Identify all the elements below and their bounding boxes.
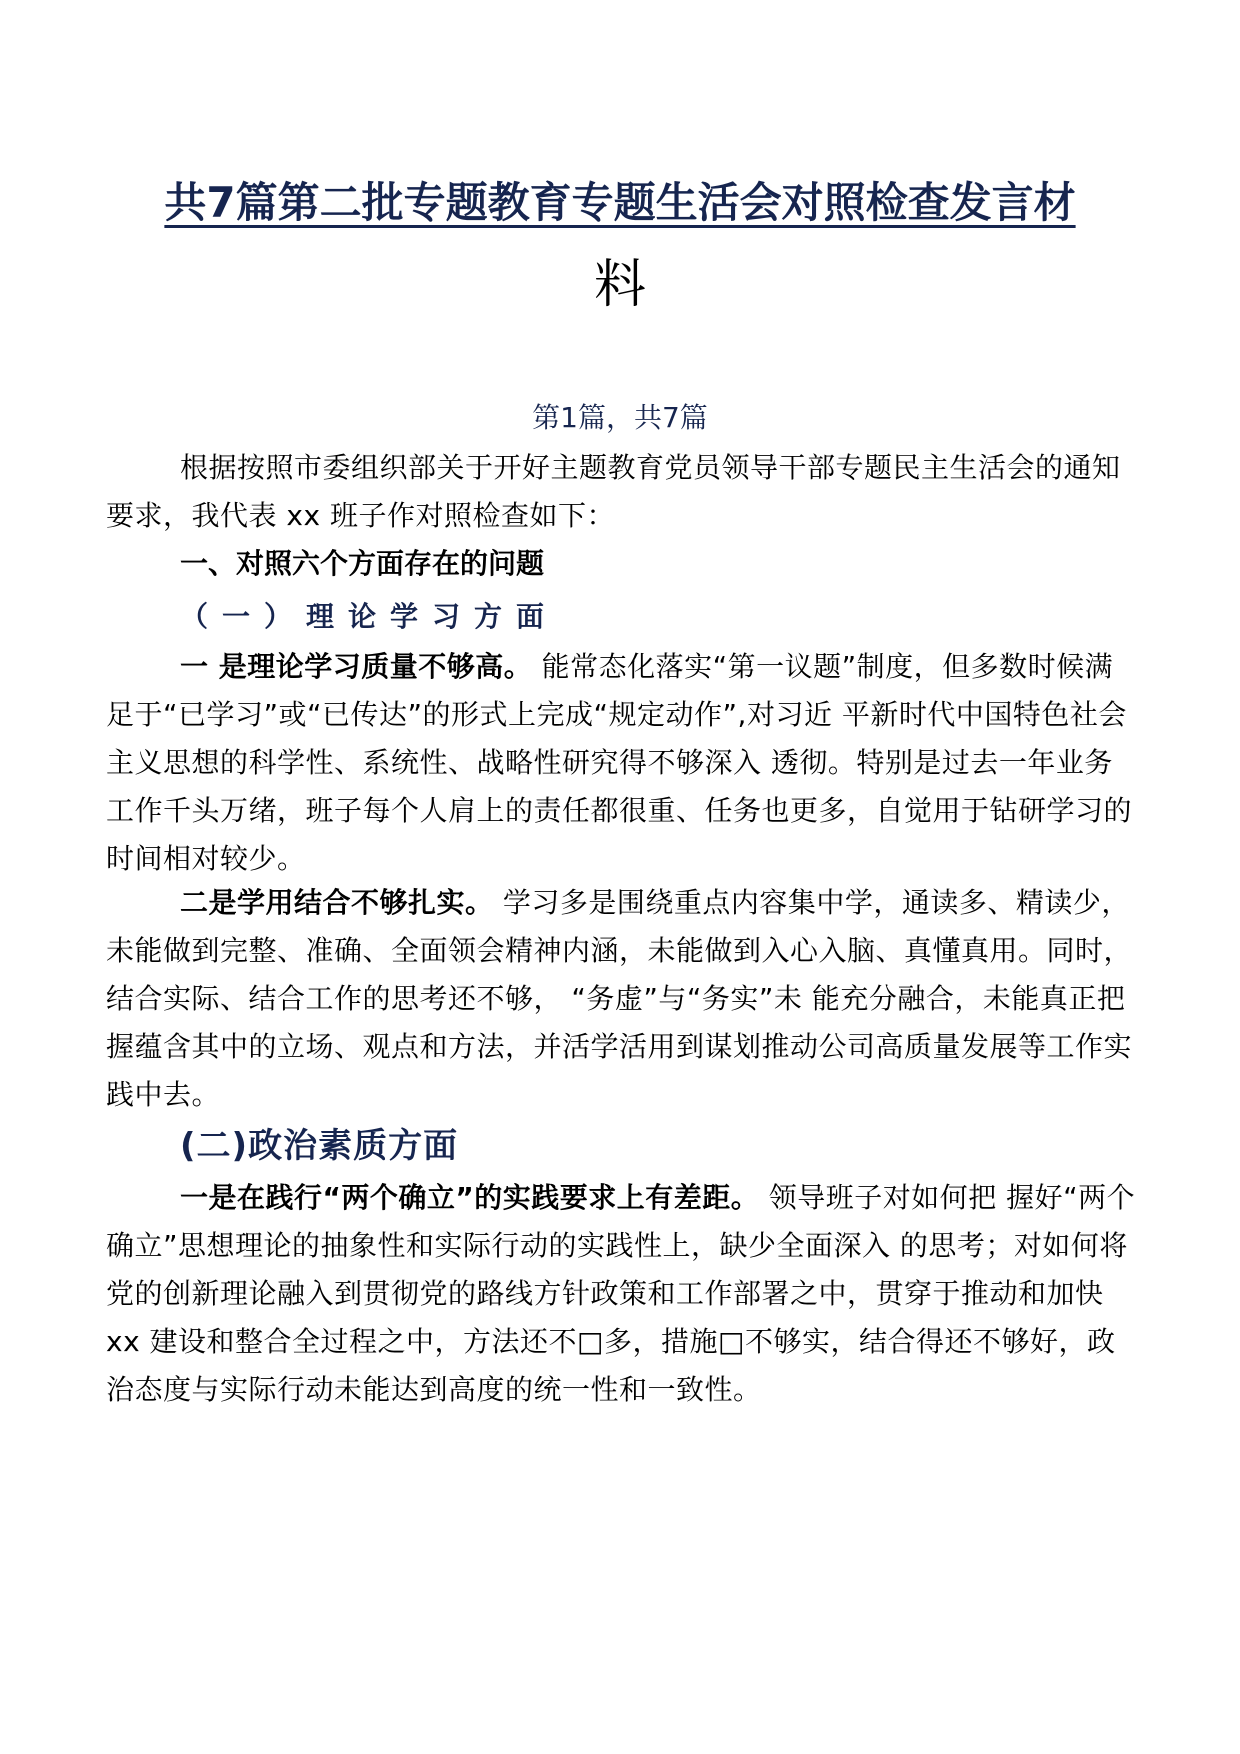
heading-problems: 一、对照六个方面存在的问题 — [180, 547, 545, 580]
paragraph-lead: 一 是理论学习质量不够高。 — [180, 650, 533, 683]
subheading-political-quality: (二)政治素质方面 — [180, 1126, 459, 1166]
paragraph-lead: 二是学用结合不够扎实。 — [180, 886, 494, 919]
subheading-theory-study: （一）理论学习方面 — [180, 600, 559, 633]
intro-paragraph: 根据按照市委组织部关于开好主题教育党员领导干部专题民主生活会的通知要求，我代表 xx 班子作对照检查如下： — [106, 451, 1121, 532]
paragraph-body: 能常态化落实“第一议题”制度，但多数时候满足于“已学习”或“已传达”的形式上完成“规定动作”,对习近 平新时代中国特色社会主义思想的科学性、系统性、战略性研究得不够深入 透彻。特别是过去一年业务工作千头万绪，班子每个人肩上的责任都很重、任务也更多，自觉用于钻研学习的时间相对较少。 — [106, 650, 1133, 875]
document-title-line1 — [0, 173, 1240, 233]
paragraph-body: 学习多是围绕重点内容集中学，通读多、精读少，未能做到完整、准确、全面领会精神内涵，未能做到入心入脑、真懂真用。同时，结合实际、结合工作的思考还不够， “务虚”与“务实”未 能充分融合，未能真正把握蕴含其中的立场、观点和方法，并活学活用到谋划推动公司高质量发展等工作实践中去。 — [106, 886, 1133, 1111]
paragraph-body: 领导班子对如何把 握好“两个确立”思想理论的抽象性和实际行动的实践性上，缺少全面深入 的思考；对如何将党的创新理论融入到贯彻党的路线方针政策和工作部署之中，贯穿于推动和加快 xx 建设和整合全过程之中，方法还不□多，措施□不够实，结合得还不够好，政治态度与实际行动未能达到高度的统一性和一致性。 — [106, 1181, 1136, 1406]
paragraph-two-establishments — [106, 1174, 1136, 1414]
paragraph-lead: 一是在践行“两个确立”的实践要求上有差距。 — [180, 1181, 760, 1214]
document-title-line2: 料 — [593, 255, 646, 315]
chapter-label: 第1篇，共7篇 — [532, 401, 708, 434]
paragraph-study-application — [106, 879, 1136, 1119]
paragraph-theory-quality — [106, 643, 1136, 883]
document-title-text: 共7篇第二批专题教育专题生活会对照检查发言材 — [164, 178, 1076, 227]
